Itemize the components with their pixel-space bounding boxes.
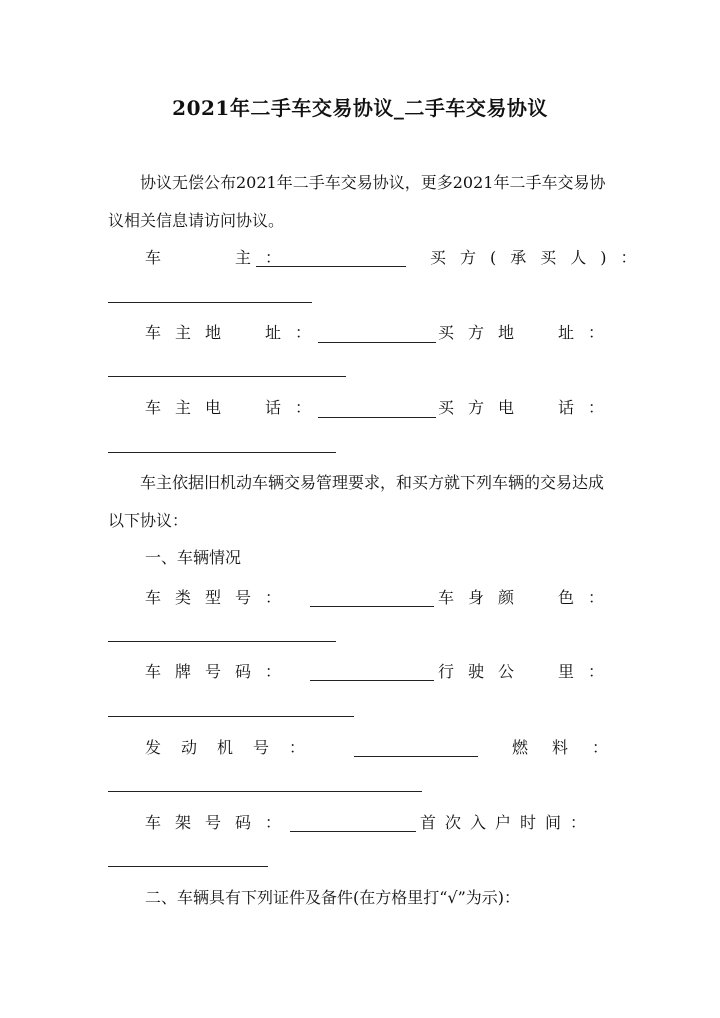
frame-label: 车架号码： [145,813,296,832]
owner-label: 车 主： [145,248,296,267]
owner-address-label: 车主地 址： [145,323,326,342]
buyer-blank [108,302,312,303]
owner-address-blank [318,342,436,343]
buyer-label: 买方(承买人)： [430,248,651,267]
buyer-phone-label: 买方电 话： [438,398,619,417]
plate-label: 车牌号码： [145,662,296,681]
plate-blank [310,680,434,681]
intro-paragraph: 协议无偿公布2021年二手车交易协议，更多2021年二手车交易协议相关信息请访问协议。 [108,173,606,230]
owner-phone-label: 车主电 话： [145,398,326,417]
color-label: 车身颜 色： [438,588,619,607]
agreement-paragraph: 车主依据旧机动车辆交易管理要求，和买方就下列车辆的交易达成以下协议： [108,473,605,530]
owner-blank [256,266,406,267]
first-registration-blank [108,866,268,867]
owner-phone-blank [318,417,436,418]
engine-blank [354,756,478,757]
fuel-label: 燃料： [512,738,633,757]
model-label: 车类型号： [145,588,296,607]
frame-blank [290,831,416,832]
first-registration-label: 首次入户时间： [420,813,596,832]
color-blank [108,641,336,642]
buyer-phone-blank [108,452,336,453]
section2-heading: 二、车辆具有下列证件及备件(在方格里打“√”为示)： [145,888,521,907]
fuel-blank [108,791,422,792]
section1-heading: 一、车辆情况 [145,548,242,567]
model-blank [310,606,434,607]
engine-label: 发动机号： [145,738,326,757]
mileage-label: 行驶公 里： [438,662,619,681]
buyer-address-label: 买方地 址： [438,323,619,342]
buyer-address-blank [108,376,346,377]
mileage-blank [108,716,354,717]
page-title: 2021年二手车交易协议_二手车交易协议 [172,96,548,120]
